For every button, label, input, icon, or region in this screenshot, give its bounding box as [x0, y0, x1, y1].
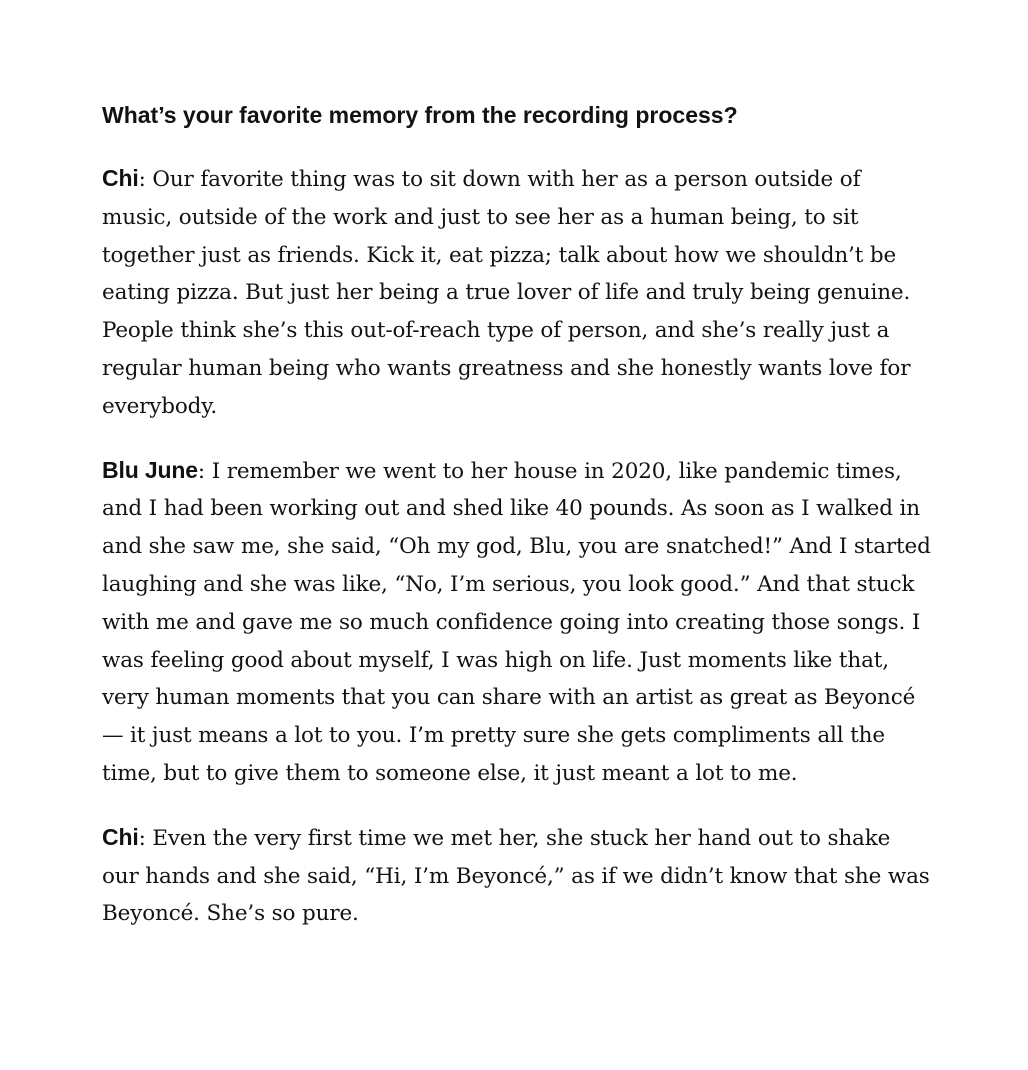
answer-text: : Even the very first time we met her, she stuck her hand out to shake our hands and she said, “Hi, I’m Beyoncé,” as if we didn’t know that she was Beyoncé. She’s so pure.: [102, 825, 930, 927]
answer-text: : I remember we went to her house in 2020, like pandemic times, and I had been working out and shed like 40 pounds. As soon as I walked in and she saw me, she said, “Oh my god, Blu, you are snatched!” And I started laughing and she was like, “No, I’m serious, you look good.” And that stuck with me and gave me so much confidence going into creating those songs. I was feeling good about myself, I was high on life. Just moments like that, very human moments that you can share with an artist as great as Beyoncé — it just means a lot to you. I’m pretty sure she gets compliments all the time, but to give them to someone else, it just meant a lot to me.: [102, 458, 931, 786]
answer-text: : Our favorite thing was to sit down with her as a person outside of music, outside of the work and just to see her as a human being, to sit together just as friends. Kick it, eat pizza; talk about how we shouldn’t be eating pizza. But just her being a true lover of life and truly being genuine. People think she’s this out-of-reach type of person, and she’s really just a regular human being who wants greatness and she honestly wants love for everybody.: [102, 167, 911, 419]
answer-paragraph: [102, 452, 932, 793]
interview-article: [102, 96, 932, 959]
interview-question: What’s your favorite memory from the recording process?: [102, 102, 738, 128]
answer-paragraph: [102, 819, 932, 933]
speaker-name: Chi: [102, 823, 139, 850]
speaker-name: Blu June: [102, 456, 198, 483]
speaker-name: Chi: [102, 165, 139, 191]
answer-paragraph: [102, 160, 932, 426]
